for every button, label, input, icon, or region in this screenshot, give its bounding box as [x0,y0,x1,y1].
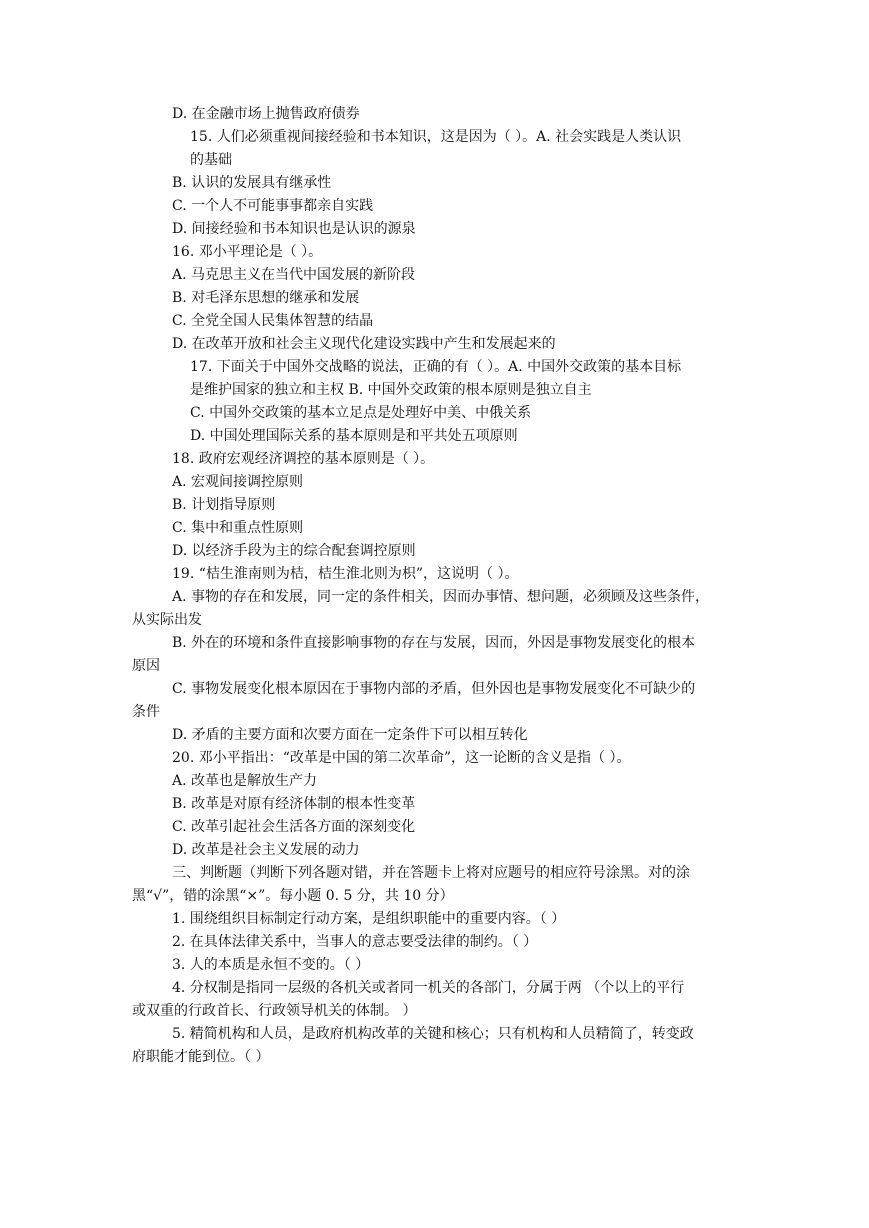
judgment-item-2: 2. 在具体法律关系中，当事人的意志要受法律的制约。（ ） [172,934,538,950]
option-line: D. 矛盾的主要方面和次要方面在一定条件下可以相互转化 [172,727,528,743]
option-line: D. 以经济手段为主的综合配套调控原则 [172,543,416,559]
judgment-item-4: 4. 分权制是指同一层级的各机关或者同一机关的各部门，分属于两 （个以上的平行 [172,980,685,996]
option-line: B. 对毛泽东思想的继承和发展 [172,290,360,306]
option-line: D. 间接经验和书本知识也是认识的源泉 [172,221,416,237]
option-line: B. 外在的环境和条件直接影响事物的存在与发展，因而，外因是事物发展变化的根本 [172,635,696,651]
section-heading: 三、判断题（判断下列各题对错，并在答题卡上将对应题号的相应符号涂黑。对的涂 [172,865,690,881]
option-continuation: 从实际出发 [132,612,202,628]
option-line: C. 全党全国人民集体智慧的结晶 [172,313,374,329]
question-18: 18. 政府宏观经济调控的基本原则是（ ）。 [172,451,435,467]
option-continuation: 条件 [132,704,160,720]
option-line: C. 中国外交政策的基本立足点是处理好中美、中俄关系 [190,405,532,421]
question-continuation: 是维护国家的独立和主权 B. 中国外交政策的根本原则是独立自主 [190,382,592,398]
option-line: C. 事物发展变化根本原因在于事物内部的矛盾，但外因也是事物发展变化不可缺少的 [172,681,696,697]
option-line: B. 改革是对原有经济体制的根本性变革 [172,796,416,812]
option-line: D. 在金融市场上抛售政府债券 [172,106,360,122]
judgment-item-continuation: 府职能才能到位。（ ） [132,1049,270,1065]
option-line: C. 集中和重点性原则 [172,520,304,536]
section-heading-continuation: 黑“√”，错的涂黑“×”。每小题 0. 5 分，共 10 分） [132,888,454,904]
option-line: D. 中国处理国际关系的基本原则是和平共处五项原则 [190,428,518,444]
question-16: 16. 邓小平理论是（ ）。 [172,244,323,260]
question-20: 20. 邓小平指出：“改革是中国的第二次革命”，这一论断的含义是指（ ）。 [172,750,631,766]
question-19: 19. “桔生淮南则为桔，桔生淮北则为枳”，这说明（ ）。 [172,566,519,582]
option-line: D. 改革是社会主义发展的动力 [172,842,360,858]
option-line: C. 改革引起社会生活各方面的深刻变化 [172,819,416,835]
option-continuation: 原因 [132,658,160,674]
judgment-item-5: 5. 精简机构和人员，是政府机构改革的关键和核心；只有机构和人员精简了，转变政 [172,1026,694,1042]
option-line: A. 宏观间接调控原则 [172,474,304,490]
question-continuation: 的基础 [190,152,232,168]
judgment-item-1: 1. 围绕组织目标制定行动方案，是组织职能中的重要内容。（ ） [172,911,566,927]
option-line: D. 在改革开放和社会主义现代化建设实践中产生和发展起来的 [172,336,556,352]
option-line: C. 一个人不可能事事都亲自实践 [172,198,374,214]
option-line: A. 马克思主义在当代中国发展的新阶段 [172,267,416,283]
option-line: A. 改革也是解放生产力 [172,773,318,789]
option-line: B. 计划指导原则 [172,497,276,513]
judgment-item-continuation: 或双重的行政首长、行政领导机关的体制。 ） [132,1003,417,1019]
option-line: B. 认识的发展具有继承性 [172,175,332,191]
question-15: 15. 人们必须重视间接经验和书本知识，这是因为（ ）。A. 社会实践是人类认识 [190,129,682,145]
question-17: 17. 下面关于中国外交战略的说法，正确的有（ ）。A. 中国外交政策的基本目标 [190,359,682,375]
judgment-item-3: 3. 人的本质是永恒不变的。（ ） [172,957,370,973]
option-line: A. 事物的存在和发展，同一定的条件相关，因而办事情、想问题，必须顾及这些条件， [172,589,710,605]
